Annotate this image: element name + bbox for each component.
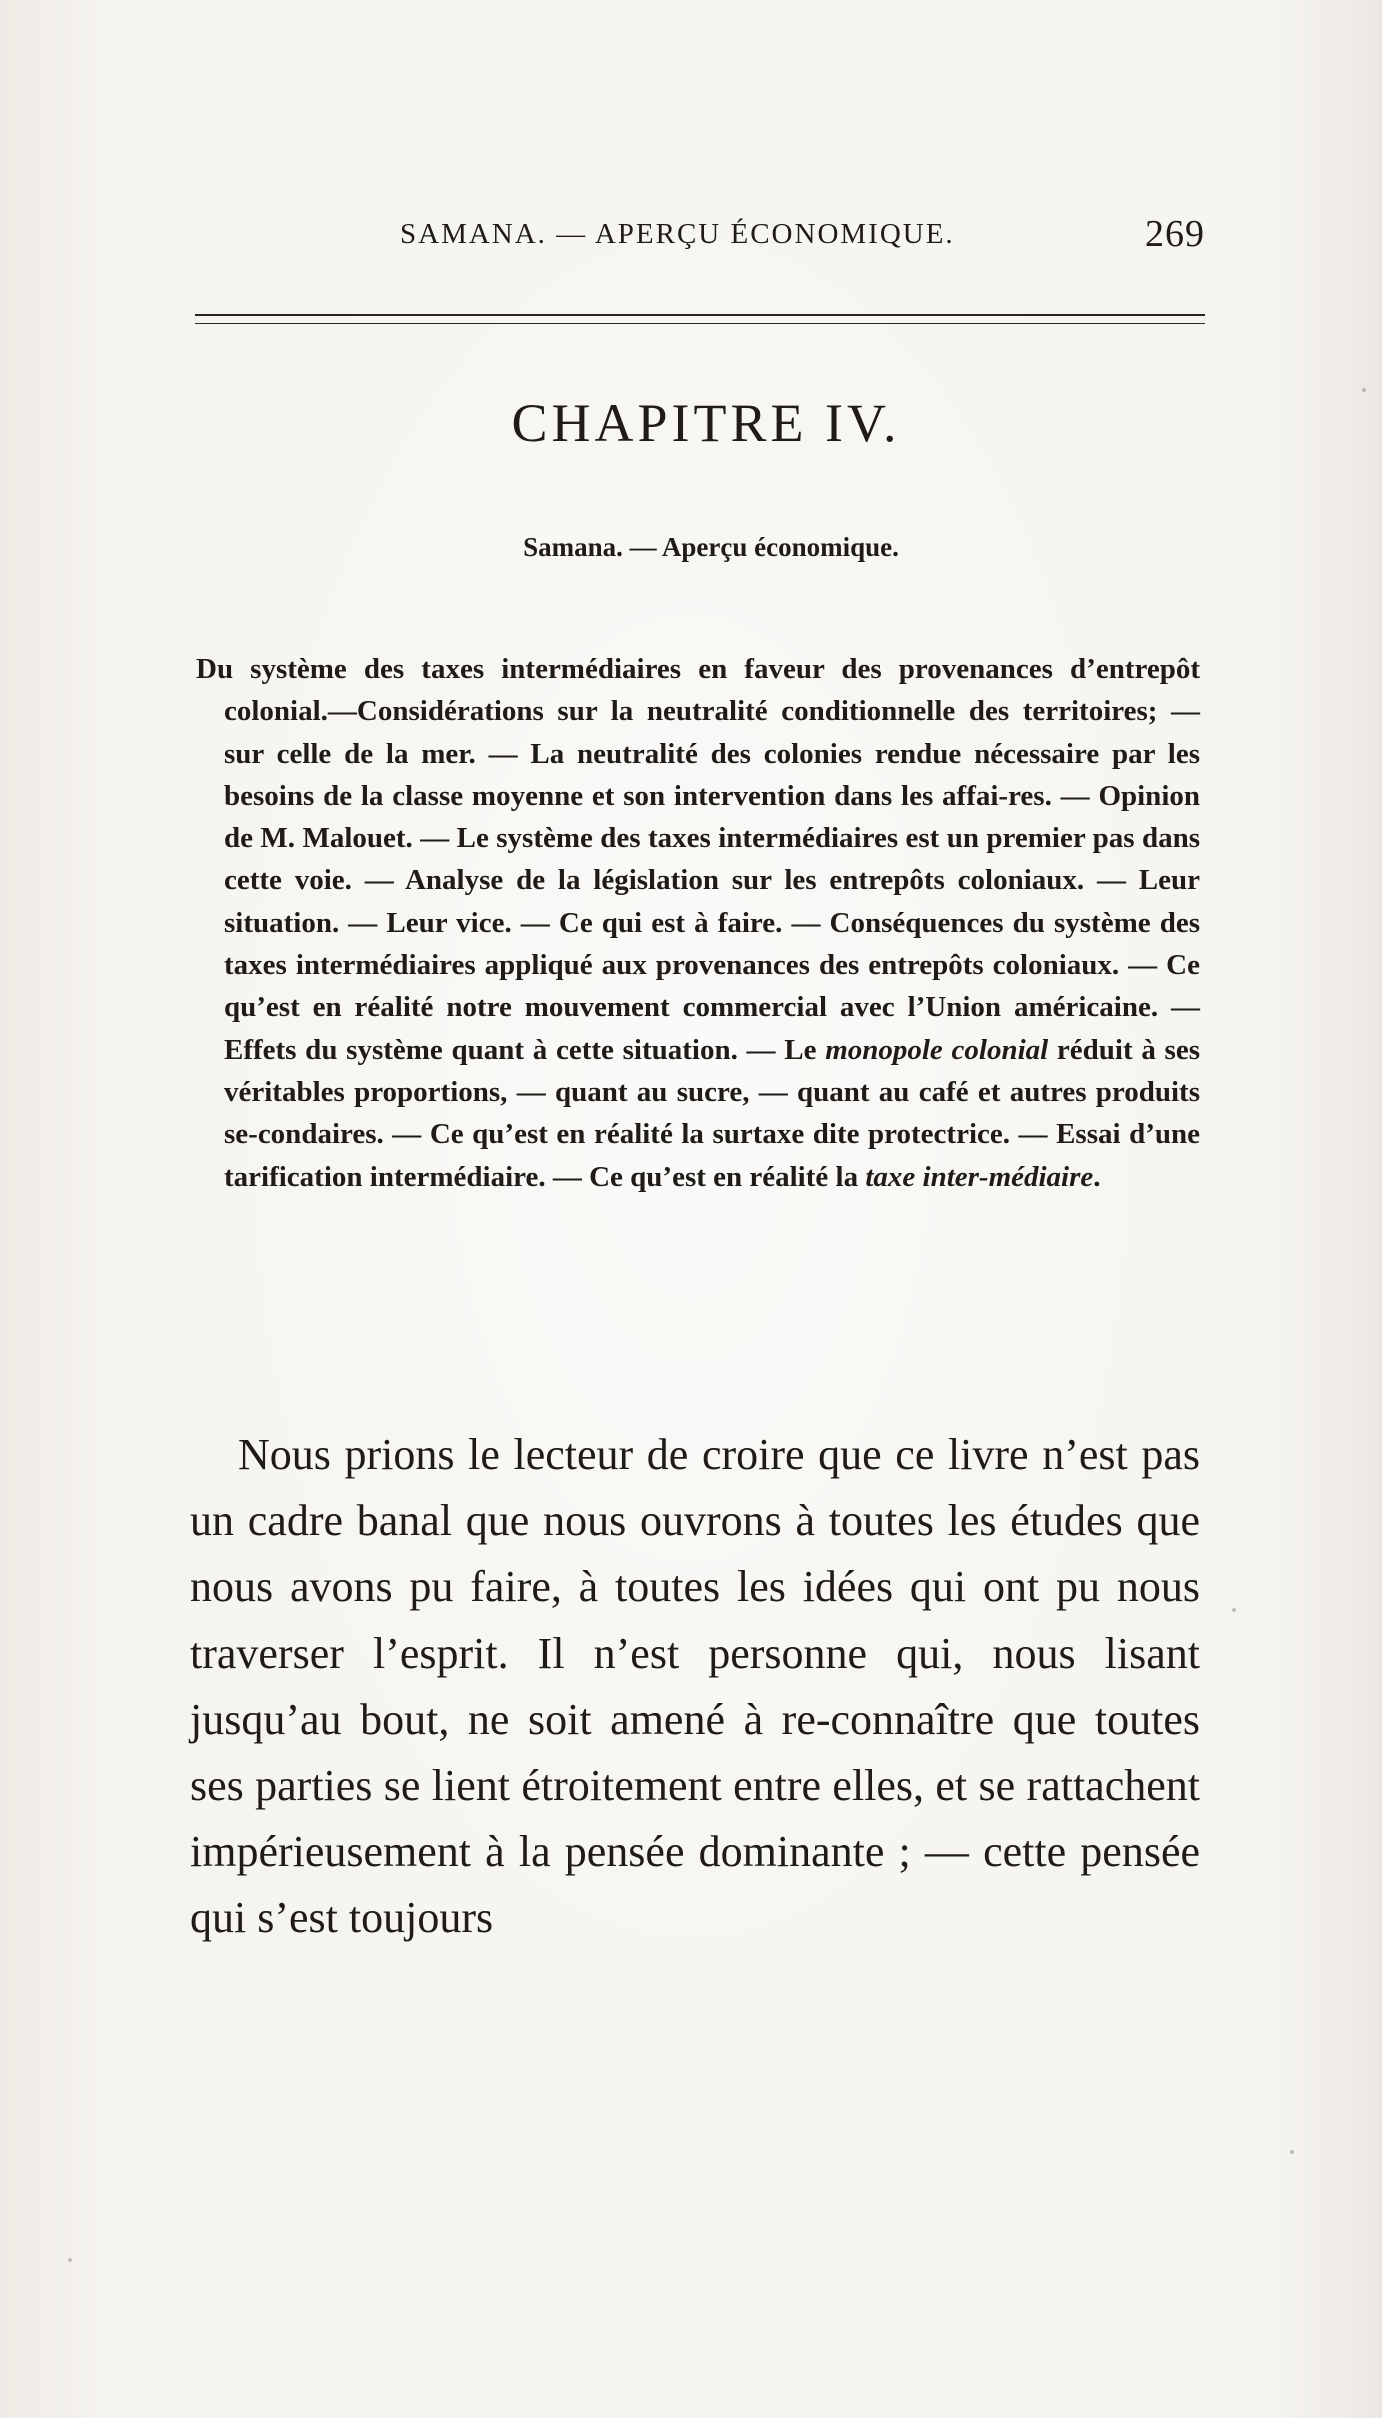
page-number: 269 [1145, 213, 1205, 255]
summary-italic-taxe: taxe inter-médiaire [865, 1160, 1094, 1193]
running-head [195, 212, 1205, 262]
paper-speck [1362, 388, 1366, 392]
chapter-subtitle: Samana. — Aperçu économique. [523, 532, 899, 562]
chapter-summary-text [196, 648, 1200, 1198]
summary-italic-monopole: monopole colonial [825, 1033, 1049, 1066]
chapter-summary [196, 648, 1200, 1198]
body-paragraph: Nous prions le lecteur de croire que ce livre n’est pas un cadre banal que nous ouvrons à toutes les études que nous avons pu faire, à toutes les idées qui ont pu nous traverser l’esprit. Il n’est personne qui, nous lisant jusqu’au bout, ne soit amené à re-connaître que toutes ses parties se lient étroitement entre elles, et se rattachent impérieusement à la pensée dominante ; — cette pensée qui s’est toujours [190, 1430, 1200, 1943]
paper-speck [68, 2258, 72, 2262]
summary-text-part-1: Du système des taxes intermédiaires en faveur des provenances d’entrepôt colonial.—Considérations sur la neutralité conditionnelle des territoires; — sur celle de la mer. — La neutralité des colonies rendue nécessaire par les besoins de la classe moyenne et son intervention dans les affai-res. — Opinion de M. Malouet. — Le système des taxes intermédiaires est un premier pas dans cette voie. — Analyse de la législation sur les entrepôts coloniaux. — Leur situation. — Leur vice. — Ce qui est à faire. — Conséquences du système des taxes intermédiaires appliqué aux provenances des entrepôts coloniaux. — Ce qu’est en réalité notre mouvement commercial avec l’Union américaine. — Effets du système quant à cette situation. — Le [196, 653, 1200, 1066]
summary-text-part-2: réduit à ses véritables proportions, — quant au sucre, — quant au café et autres produits se-condaires. — Ce qu’est en réalité la surtaxe dite protectrice. — Essai d’une tarification intermédiaire. — Ce qu’est en réalité la [224, 1033, 1200, 1193]
running-title: SAMANA. — APERÇU ÉCONOMIQUE. [400, 218, 955, 250]
paper-speck [1290, 2150, 1294, 2154]
header-rule-thick [195, 314, 1205, 316]
chapter-title: CHAPITRE IV. [511, 393, 901, 453]
header-rule-thin [195, 323, 1205, 324]
paper-speck [1232, 1608, 1236, 1612]
summary-text-part-3: . [1093, 1160, 1101, 1193]
